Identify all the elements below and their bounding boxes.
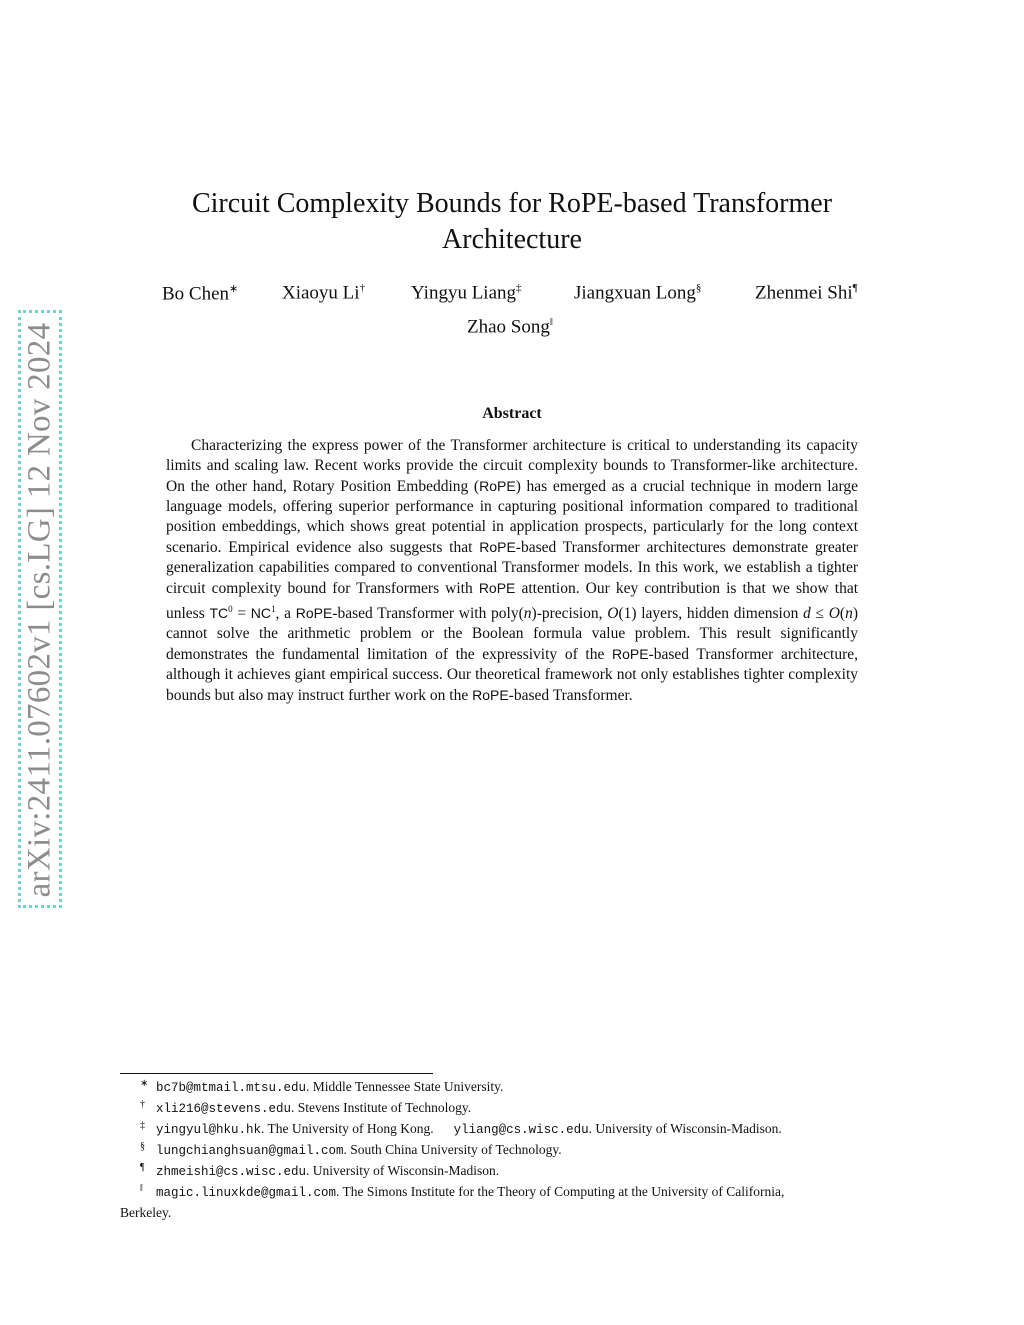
footnotes bbox=[120, 1077, 905, 1222]
footnote-item: ¶ zhmeishi@cs.wisc.edu. University of Wisconsin-Madison. bbox=[140, 1162, 500, 1179]
footnote-item: § lungchianghsuan@gmail.com. South China University of Technology. bbox=[140, 1141, 562, 1158]
abstract-heading: Abstract bbox=[482, 405, 542, 422]
author: Xiaoyu Li† bbox=[282, 282, 366, 304]
author: Jiangxuan Long§ bbox=[574, 282, 702, 304]
footnote-item: ‖ magic.linuxkde@gmail.com. The Simons Institute for the Theory of Computing at the University of California, Berkeley. bbox=[120, 1183, 785, 1220]
paper-title: Circuit Complexity Bounds for RoPE-based Transformer Architecture bbox=[191, 188, 833, 255]
email-link[interactable]: lungchianghsuan@gmail.com bbox=[156, 1144, 344, 1158]
abstract-body: Characterizing the express power of the Transformer architecture is critical to understanding its capacity limits and scaling law. Recent works provide the circuit complexity bounds to Transformer-like architecture. On the other hand, Rotary Position Embedding (RoPE) has emerged as a crucial technique in modern large language models, offering superior performance in capturing positional information compared to traditional position embeddings, which shows great potential in application prospects, particularly for the long context scenario. Empirical evidence also suggests that RoPE-based Transformer architectures demonstrate greater generalization capabilities compared to conventional Transformer models. In this work, we establish a tighter circuit complexity bound for Transformers with RoPE attention. Our key contribution is that we show that unless $TC^0 = NC^1$, a RoPE-based Transformer with poly(n)-precision, O(1) layers, hidden dimension d ≤ O(n) cannot solve the arithmetic problem or the Boolean formula value problem. This result significantly demonstrates the fundamental limitation of the expressivity of the RoPE-based Transformer architecture, although it achieves giant empirical success. Our theoretical framework not only establishes tighter complexity bounds but also may instruct further work on the RoPE-based Transformer. bbox=[166, 437, 859, 705]
email-link[interactable]: xli216@stevens.edu bbox=[156, 1102, 292, 1116]
footnote-item: ‡ yingyul@hku.hk. The University of Hong Kong. yliang@cs.wisc.edu. University of Wisconsin-Madison. bbox=[140, 1120, 782, 1137]
email-link[interactable]: yliang@cs.wisc.edu bbox=[453, 1123, 589, 1137]
author: Yingyu Liang‡ bbox=[411, 282, 522, 304]
arxiv-stamp[interactable]: arXiv:2411.07602v1 [cs.LG] 12 Nov 2024 bbox=[21, 322, 58, 898]
footnote-item: ∗ bc7b@mtmail.mtsu.edu. Middle Tennessee State University. bbox=[140, 1078, 504, 1095]
footnote-item: † xli216@stevens.edu. Stevens Institute of Technology. bbox=[140, 1099, 472, 1116]
email-link[interactable]: zhmeishi@cs.wisc.edu bbox=[156, 1165, 307, 1179]
author: Zhenmei Shi¶ bbox=[755, 282, 858, 304]
author: Zhao Song‖ bbox=[467, 316, 553, 338]
email-link[interactable]: bc7b@mtmail.mtsu.edu bbox=[156, 1081, 307, 1095]
footnote-divider bbox=[120, 1073, 433, 1074]
email-link[interactable]: magic.linuxkde@gmail.com bbox=[156, 1186, 337, 1200]
author: Bo Chen∗ bbox=[162, 283, 239, 305]
email-link[interactable]: yingyul@hku.hk bbox=[156, 1123, 262, 1137]
